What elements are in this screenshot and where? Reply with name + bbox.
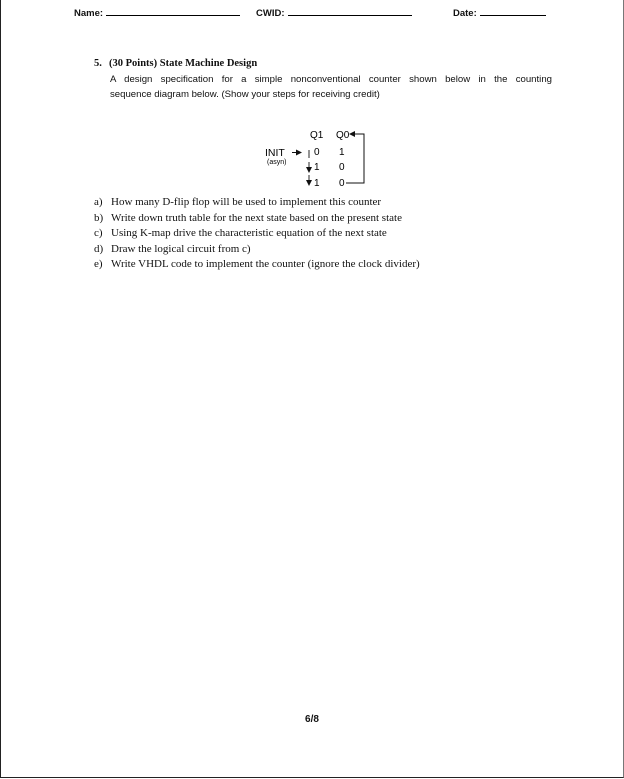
col-q0-header: Q0 <box>336 130 350 141</box>
name-line <box>106 14 240 16</box>
subquestion-e-text: Write VHDL code to implement the counter (ignore the clock divider) <box>111 258 420 270</box>
name-label: Name: <box>74 8 104 19</box>
question-description-line2: sequence diagram below. (Show your steps for receiving credit) <box>110 89 380 100</box>
subquestion-c-text: Using K-map drive the characteristic equation of the next state <box>111 227 387 239</box>
row1-q1: 0 <box>314 147 320 158</box>
cwid-field <box>256 8 412 19</box>
row3-q0: 0 <box>339 178 345 189</box>
question-header <box>94 58 257 69</box>
question-title: (30 Points) State Machine Design <box>109 58 258 69</box>
subquestion-c-label: c) <box>94 227 103 239</box>
subquestion-d-label: d) <box>94 242 104 255</box>
subquestion-b-text: Write down truth table for the next state based on the present state <box>111 211 402 224</box>
date-line <box>480 14 546 16</box>
row2-q0: 0 <box>339 162 345 173</box>
header <box>0 8 624 24</box>
question-description-line1: A design specification for a simple nonconventional counter shown below in the counting <box>110 74 552 85</box>
subquestion-b-label: b) <box>94 211 104 224</box>
init-label: INIT <box>265 147 285 159</box>
date-label: Date: <box>453 8 477 19</box>
name-field <box>74 8 240 19</box>
row3-q1: 1 <box>314 178 320 189</box>
col-q1-header: Q1 <box>310 130 324 141</box>
row2-q1: 1 <box>314 162 320 173</box>
init-sub-label: (asyn) <box>267 159 287 166</box>
subquestion-e-label: e) <box>94 258 103 270</box>
subquestion-a-label: a) <box>94 196 103 208</box>
subquestion-d-text: Draw the logical circuit from c) <box>111 242 251 255</box>
page-number: 6/8 <box>305 714 319 725</box>
date-field <box>453 8 546 19</box>
subquestion-a-text: How many D-flip flop will be used to implement this counter <box>111 196 382 208</box>
cwid-line <box>288 14 412 16</box>
question-number: 5. <box>94 58 102 69</box>
row1-q0: 1 <box>339 147 345 158</box>
cwid-label: CWID: <box>256 8 285 19</box>
